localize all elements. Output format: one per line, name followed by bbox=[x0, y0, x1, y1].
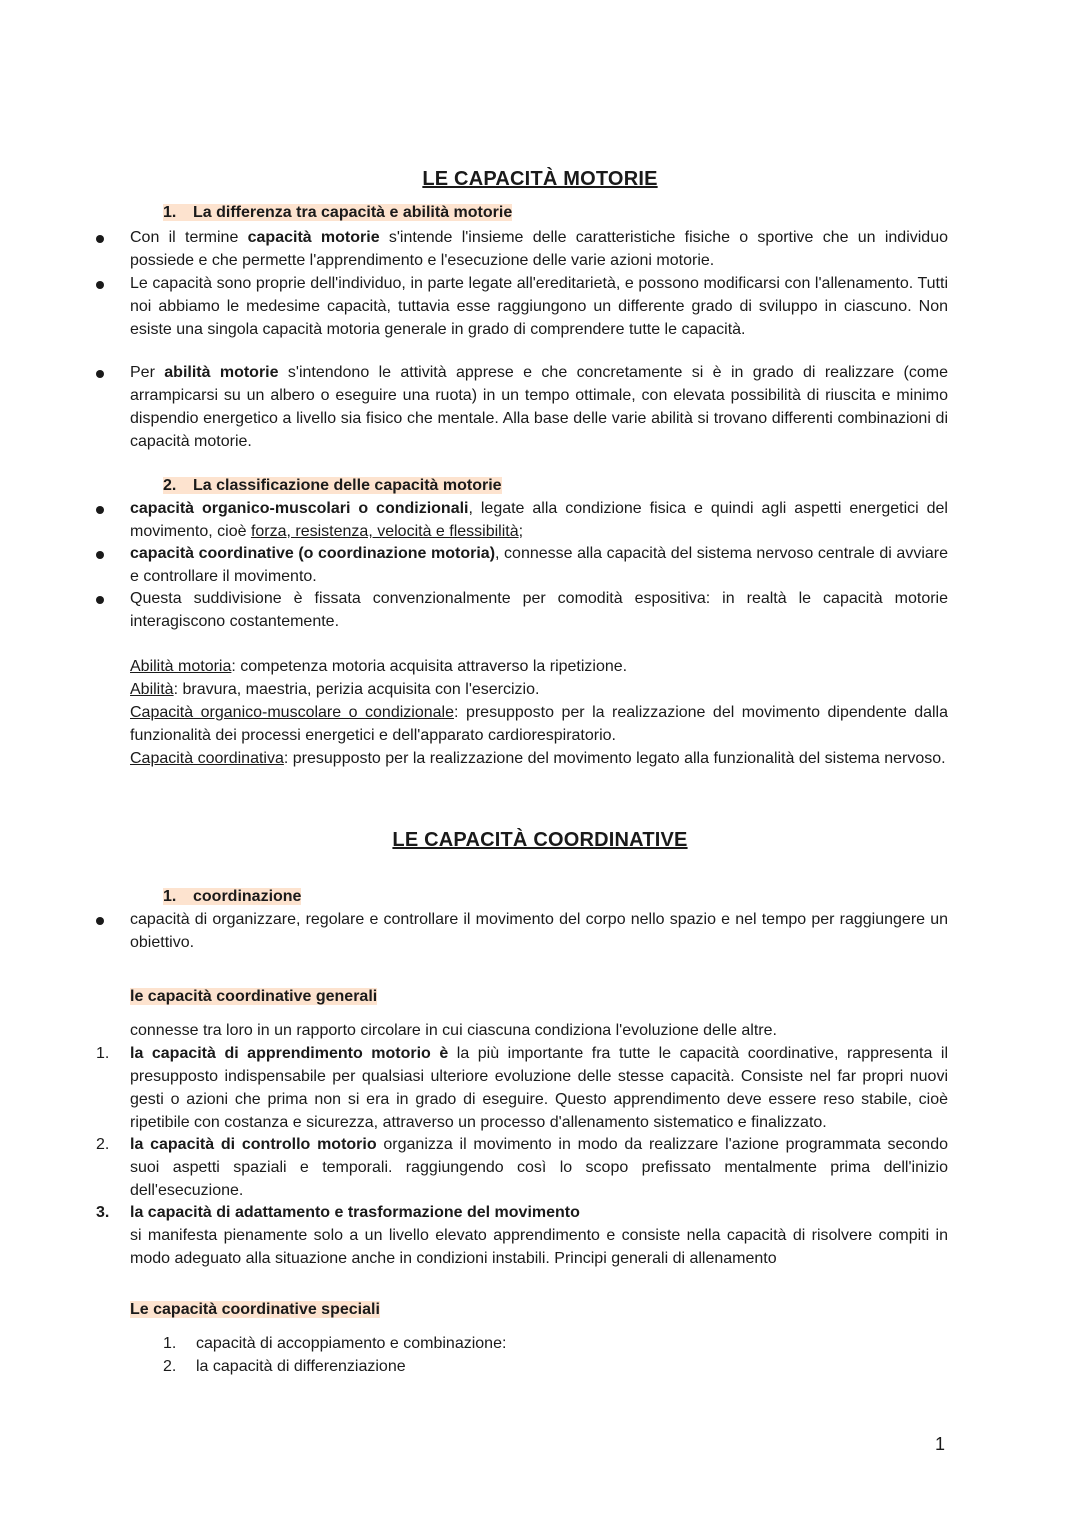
section-1-number: 1. bbox=[163, 204, 177, 221]
list-item: 1. capacità di accoppiamento e combinazione: bbox=[163, 1335, 507, 1352]
list-item-apprendimento: la capacità di apprendimento motorio è la più importante fra tutte le capacità coordinative, rappresenta il presupposto indispensabile per qualsiasi ulteriore evoluzione delle stesse capacità. Consiste nel far propri nuovi gesti o azioni che prima non si era in grado di eseguire. Questo apprendimento deve essere reso stabile, cioè ripetibile con costanza e sicurezza, attraverso un processo d'allenamento sistematico e finalizzato. bbox=[130, 1045, 948, 1131]
special-list bbox=[163, 1332, 506, 1378]
definition-item: Capacità organico-muscolare o condizionale: presupposto per la realizzazione del movimento dipendente dalla funzionalità dei processi energetici e dell'apparato cardiorespiratorio. bbox=[130, 704, 949, 744]
list-item: 2. la capacità di differenziazione bbox=[163, 1358, 406, 1375]
paragraph-abilita-motorie: Per abilità motorie s'intendono le attività apprese e che concretamente si è in grado di realizzare (come arrampicarsi su un albero o eseguire una ruota) in un tempo ottimale, con elevata possibilità di riuscita e minimo dispendio energetico a livello sia fisico che mentale. Alla base delle varie abilità si trovano differenti combinazioni di capacità motorie. bbox=[130, 364, 949, 450]
section-2-number: 2. bbox=[163, 477, 177, 494]
list-number: 2. bbox=[96, 1136, 110, 1153]
subheading-generali: le capacità coordinative generali bbox=[130, 988, 378, 1005]
section-1-title: La differenza tra capacità e abilità motorie bbox=[193, 204, 513, 221]
bullet-icon bbox=[96, 917, 104, 925]
section-1-heading bbox=[163, 204, 512, 222]
paragraph-suddivisione: Questa suddivisione è fissata convenzionalmente per comodità espositiva: in realtà le capacità motorie interagiscono costantemente. bbox=[130, 590, 948, 630]
definition-item: Capacità coordinativa: presupposto per la realizzazione del movimento legato alla funzionalità del sistema nervoso. bbox=[130, 750, 946, 767]
bullet-icon bbox=[96, 551, 104, 559]
page-number: 1 bbox=[935, 1434, 946, 1454]
section-coordinazione-heading bbox=[163, 888, 301, 906]
bullet-icon bbox=[96, 370, 104, 378]
bullet-icon bbox=[96, 506, 104, 514]
definition-item: Abilità motoria: competenza motoria acquisita attraverso la ripetizione. bbox=[130, 658, 628, 675]
definitions-list bbox=[130, 655, 948, 770]
paragraph-capacita-motorie: Con il termine capacità motorie s'intende l'insieme delle caratteristiche fisiche o sportive che un individuo possiede e che permette l'apprendimento e l'esecuzione delle varie azioni motorie. bbox=[130, 229, 948, 269]
paragraph-coordinative: capacità coordinative (o coordinazione motoria), connesse alla capacità del sistema nervoso centrale di avviare e controllare il movimento. bbox=[130, 545, 948, 585]
list-item-controllo: la capacità di controllo motorio organizza il movimento in modo da realizzare l'azione programmata secondo suoi aspetti spaziali e temporali. raggiungendo così lo scopo prefissato mentalmente prima dell'inizio dell'esecuzione. bbox=[130, 1136, 949, 1199]
list-number: 3. bbox=[96, 1204, 110, 1221]
section-2-title: La classificazione delle capacità motorie bbox=[193, 477, 502, 494]
bullet-icon bbox=[96, 596, 104, 604]
title-capacita-coordinative: LE CAPACITÀ COORDINATIVE bbox=[392, 829, 688, 851]
bullet-icon bbox=[96, 281, 104, 289]
bullet-icon bbox=[96, 235, 104, 243]
paragraph-capacita-proprie: Le capacità sono proprie dell'individuo, in parte legate all'ereditarietà, e possono modificarsi con l'allenamento. Tutti noi abbiamo le medesime capacità, tuttavia esse raggiungono un differente grado di sviluppo in ciascuno. Non esiste una singola capacità motoria generale in grado di comprendere tutte le capacità. bbox=[130, 275, 948, 338]
definition-item: Abilità: bravura, maestria, perizia acquisita con l'esercizio. bbox=[130, 681, 540, 698]
paragraph-generali-intro: connesse tra loro in un rapporto circolare in cui ciascuna condiziona l'evoluzione delle altre. bbox=[130, 1022, 777, 1039]
paragraph-organico-muscolari: capacità organico-muscolari o condizionali, legate alla condizione fisica e quindi agli aspetti energetici del movimento, cioè forza, resistenza, velocità e flessibilità; bbox=[130, 500, 948, 540]
list-number: 1. bbox=[96, 1045, 110, 1062]
list-item-adattamento: la capacità di adattamento e trasformazione del movimento si manifesta pienamente solo a un livello elevato apprendimento e consiste nella capacità di risolvere compiti in modo adeguato alla situazione anche in condizioni instabili. Principi generali di allenamento bbox=[130, 1204, 948, 1267]
section-2-heading bbox=[163, 477, 502, 495]
section-coordinazione-number: 1. bbox=[163, 888, 177, 905]
paragraph-coordinazione: capacità di organizzare, regolare e controllare il movimento del corpo nello spazio e nel tempo per raggiungere un obiettivo. bbox=[130, 911, 948, 951]
subheading-speciali: Le capacità coordinative speciali bbox=[130, 1301, 380, 1318]
section-coordinazione-title: coordinazione bbox=[193, 888, 302, 905]
title-capacita-motorie: LE CAPACITÀ MOTORIE bbox=[422, 168, 658, 190]
